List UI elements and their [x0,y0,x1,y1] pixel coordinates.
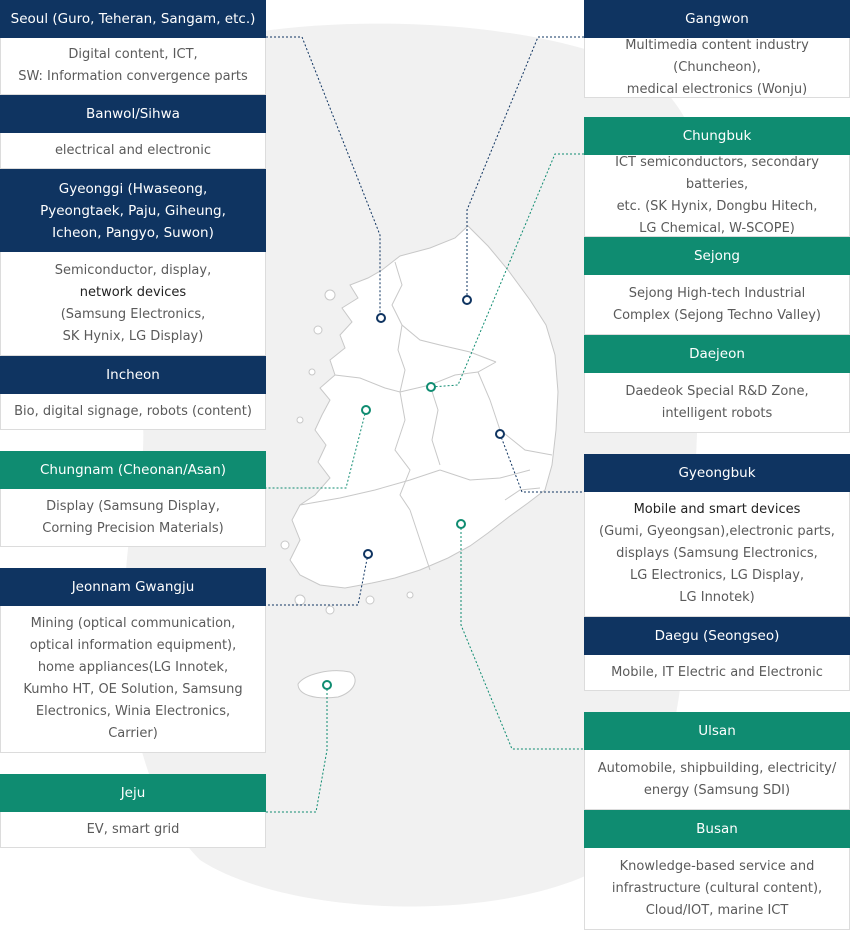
gyeongbuk-header: Gyeongbuk [584,454,850,492]
jeju-line: EV, smart grid [86,821,180,837]
incheon-line: Bio, digital signage, robots (content) [14,403,252,419]
banwol-header: Banwol/Sihwa [0,95,266,133]
chungnam-line: Display (Samsung Display, [46,498,220,514]
gyeongbuk-line: (Gumi, Gyeongsan),electronic parts, [599,524,835,539]
chungbuk-header: Chungbuk [584,117,850,155]
jeonnam-line: Mining (optical communication, [30,616,236,631]
chungnam-line: Corning Precision Materials) [42,520,224,536]
chungnam-body [0,489,266,547]
incheon-body [0,394,266,430]
daegu-body [584,655,850,691]
chungnam-header: Chungnam (Cheonan/Asan) [0,451,266,489]
sejong-line: Complex (Sejong Techno Valley) [613,307,821,323]
gyeonggi-body [0,252,266,356]
jeonnam-line: Carrier) [108,726,158,741]
seoul-body [0,38,266,95]
banwol-line: electrical and electronic [54,142,212,158]
ulsan-body [584,750,850,810]
busan-body [584,848,850,930]
jeonnam-header: Jeonnam Gwangju [0,568,266,606]
gangwon-line: medical electronics (Wonju) [626,81,808,97]
gyeonggi-line: network devices [79,284,187,300]
gangwon-body [584,38,850,98]
gyeongbuk-line: Mobile and smart devices [633,502,801,517]
gyeongbuk-line: LG Innotek) [679,590,755,605]
marker-chungbuk[interactable] [426,382,436,392]
marker-gangwon[interactable] [462,295,472,305]
chungbuk-line: LG Chemical, W-SCOPE) [639,220,795,236]
gyeonggi-title-line: Icheon, Pangyo, Suwon) [52,224,214,241]
gyeonggi-line: SK Hynix, LG Display) [62,328,204,344]
jeju-body [0,812,266,848]
busan-line: infrastructure (cultural content), [611,880,823,896]
gyeonggi-header [0,169,266,252]
ulsan-line: Automobile, shipbuilding, electricity/ [597,760,837,776]
jeonnam-line: optical information equipment), [29,638,237,653]
chungbuk-line: etc. (SK Hynix, Dongbu Hitech, [616,198,818,214]
banwol-body [0,133,266,169]
jeonnam-body [0,606,266,753]
daejeon-line: intelligent robots [661,405,773,421]
seoul-line: Digital content, ICT, [68,47,198,62]
ulsan-header: Ulsan [584,712,850,750]
busan-line: Knowledge-based service and [619,858,815,874]
sejong-body [584,275,850,335]
jeonnam-line: Electronics, Winia Electronics, [35,704,231,719]
marker-jeju[interactable] [322,680,332,690]
daejeon-line: Daedeok Special R&D Zone, [625,383,809,399]
gyeongbuk-line: displays (Samsung Electronics, [616,546,818,561]
jeju-header: Jeju [0,774,266,812]
seoul-header: Seoul (Guro, Teheran, Sangam, etc.) [0,0,266,38]
gangwon-header: Gangwon [584,0,850,38]
marker-ulsan[interactable] [456,519,466,529]
marker-jeonnam[interactable] [363,549,373,559]
gyeongbuk-body [584,492,850,617]
marker-chungnam[interactable] [361,405,371,415]
marker-gyeongbuk[interactable] [495,429,505,439]
chungbuk-line: ICT semiconductors, secondary batteries, [615,154,819,192]
busan-line: Cloud/IOT, marine ICT [645,902,789,918]
daejeon-header: Daejeon [584,335,850,373]
gyeongbuk-line: LG Electronics, LG Display, [629,568,805,583]
daegu-line: Mobile, IT Electric and Electronic [611,664,823,680]
gyeonggi-title-line: Gyeonggi (Hwaseong, [58,180,208,197]
busan-header: Busan [584,810,850,848]
marker-seoul[interactable] [376,313,386,323]
gyeonggi-line: Semiconductor, display, [54,262,212,278]
sejong-header: Sejong [584,237,850,275]
ulsan-line: energy (Samsung SDI) [643,782,791,798]
gyeonggi-line: (Samsung Electronics, [60,306,206,322]
jeonnam-line: home appliances(LG Innotek, [37,660,229,675]
daejeon-body [584,373,850,433]
jeonnam-line: Kumho HT, OE Solution, Samsung [23,682,243,697]
gyeonggi-title-line: Pyeongtaek, Paju, Giheung, [40,202,226,219]
daegu-header: Daegu (Seongseo) [584,617,850,655]
incheon-header: Incheon [0,356,266,394]
chungbuk-body [584,155,850,237]
sejong-line: Sejong High-tech Industrial [628,285,806,301]
seoul-line: SW: Information convergence parts [18,69,248,84]
gangwon-line: Multimedia content industry (Chuncheon), [625,37,809,75]
